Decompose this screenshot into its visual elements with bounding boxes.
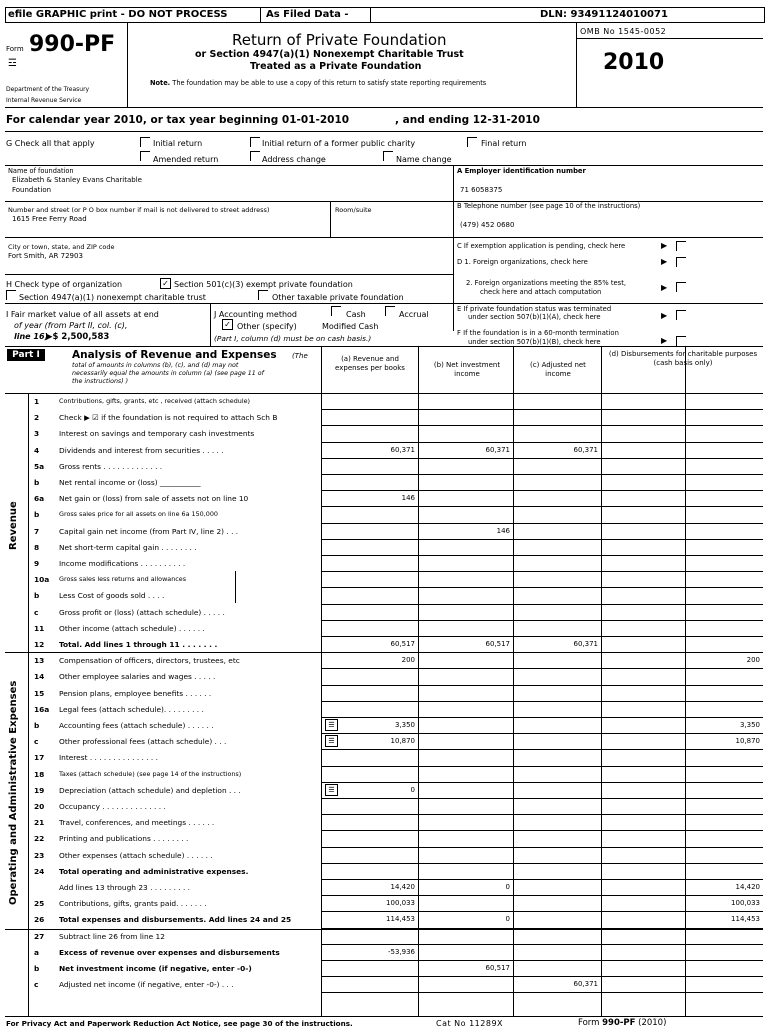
cell-d: 100,033 xyxy=(731,899,760,908)
note-text: The foundation may be able to use a copy of this return to satisfy state reporting requirements xyxy=(172,79,487,87)
table-row xyxy=(0,652,770,668)
line-number: 7 xyxy=(34,526,40,536)
cell-d: 14,420 xyxy=(735,883,760,891)
form-word: Form xyxy=(6,45,24,53)
cell-a: 3,350 xyxy=(394,721,415,729)
amended-return-label: Amended return xyxy=(153,155,219,164)
omb-number: OMB No 1545-0052 xyxy=(580,27,667,36)
c-label: C If exemption application is pending, check here xyxy=(457,242,626,250)
phone-label: B Telephone number (see page 10 of the instructions) xyxy=(457,202,641,210)
line-number: b xyxy=(34,478,40,487)
table-row xyxy=(0,847,770,863)
dept-treasury: Department of the Treasury xyxy=(6,86,90,93)
line-label: Subtract line 26 from line 12 xyxy=(59,931,165,941)
sec4947-label: Section 4947(a)(1) nonexempt charitable trust xyxy=(19,293,206,302)
sec501-label: Section 501(c)(3) exempt private foundation xyxy=(174,280,353,289)
address-change-label: Address change xyxy=(262,155,326,164)
column-c-header: (c) Adjusted net income xyxy=(530,361,586,378)
other-taxable-checkbox[interactable] xyxy=(258,290,268,300)
form-icon: ☲ xyxy=(8,58,17,69)
cell-a: 60,371 xyxy=(390,445,415,454)
line-label: Interest on savings and temporary cash investments xyxy=(59,429,255,439)
part-i-label: Part I xyxy=(7,349,45,361)
line-number: 19 xyxy=(34,785,45,795)
foundation-name-2: Foundation xyxy=(12,186,52,194)
table-row xyxy=(0,458,770,474)
table-row xyxy=(0,701,770,717)
line-number: 9 xyxy=(34,559,40,568)
line-label: Other expenses (attach schedule) . . . . . . xyxy=(59,850,213,860)
table-row xyxy=(0,911,770,927)
line-label: Gross rents . . . . . . . . . . . . . xyxy=(59,461,163,471)
other-method-value: Modified Cash xyxy=(322,322,379,331)
cell-d: 10,870 xyxy=(735,737,760,746)
table-row xyxy=(0,539,770,555)
attachment-icon[interactable]: ☰ xyxy=(325,735,338,747)
table-row xyxy=(0,587,770,603)
table-row xyxy=(0,409,770,425)
other-method-checkbox[interactable]: ✓ xyxy=(222,319,233,330)
line-label: Occupancy . . . . . . . . . . . . . . xyxy=(59,802,166,811)
line-number: 3 xyxy=(34,429,40,439)
side-label-expenses: Operating and Administrative Expenses xyxy=(8,680,19,905)
d2-checkbox[interactable] xyxy=(676,282,686,292)
line-number: 27 xyxy=(34,931,45,941)
phone-value: (479) 452 0680 xyxy=(460,221,515,229)
line-label: Net short-term capital gain . . . . . . . . xyxy=(59,542,197,552)
f-label-a: F If the foundation is in a 60-month termination xyxy=(457,329,619,337)
accrual-checkbox[interactable] xyxy=(385,306,395,316)
line-label: Check ▶ ☑ if the foundation is not required to attach Sch B xyxy=(59,413,278,423)
address-change-checkbox[interactable] xyxy=(250,151,260,161)
i-label-c: line 16) xyxy=(14,332,49,341)
line-label: Contributions, gifts, grants, etc , received (attach schedule) xyxy=(59,397,251,405)
cell-a: 60,517 xyxy=(390,640,415,648)
line-label: Net gain or (loss) from sale of assets not on line 10 xyxy=(59,494,249,504)
initial-return-label: Initial return xyxy=(153,139,203,148)
line-number: 6a xyxy=(34,494,45,504)
line-label: Interest . . . . . . . . . . . . . . . xyxy=(59,753,158,763)
cell-a: 114,453 xyxy=(386,915,415,924)
cell-c: 60,371 xyxy=(573,980,598,989)
line-label: Adjusted net income (if negative, enter -0-) . . . xyxy=(59,980,234,990)
column-d-header: (d) Disbursements for charitable purposes (cash basis only) xyxy=(608,350,758,367)
line-number: 14 xyxy=(34,672,45,682)
attachment-icon[interactable]: ☰ xyxy=(325,719,338,731)
cell-a: 10,870 xyxy=(390,737,415,746)
f-checkbox[interactable] xyxy=(676,336,686,346)
table-row xyxy=(0,960,770,976)
form-ref-b: 990-PF xyxy=(602,1018,636,1028)
ein-value: 71 6058375 xyxy=(460,186,503,194)
e-label-b: under section 507(b)(1)(A), check here xyxy=(468,313,601,321)
part-i-desc-1: total of amounts in columns (b), (c), and (d) may not xyxy=(72,362,239,369)
name-change-checkbox[interactable] xyxy=(383,151,393,161)
c-arrow: ▶ xyxy=(661,241,668,250)
cell-c: 60,371 xyxy=(573,640,598,648)
table-row xyxy=(0,490,770,506)
column-a-header: (a) Revenue and expenses per books xyxy=(335,355,405,372)
cell-a: 100,033 xyxy=(386,899,415,908)
cell-a: 0 xyxy=(410,785,415,794)
line-label: Legal fees (attach schedule). . . . . . . . . xyxy=(59,704,204,714)
line-number: 5a xyxy=(34,461,45,471)
line-label: Total operating and administrative expenses. xyxy=(59,866,249,876)
line-label: Contributions, gifts, grants paid. . . . . . . xyxy=(59,899,207,909)
name-change-label: Name change xyxy=(396,155,452,164)
initial-return-checkbox[interactable] xyxy=(140,137,150,147)
calendar-line-end: , and ending 12-31-2010 xyxy=(395,114,540,126)
calendar-line-start: For calendar year 2010, or tax year beginning 01-01-2010 xyxy=(6,114,350,126)
line-number: 10a xyxy=(34,575,50,585)
line-number: 16a xyxy=(34,704,50,714)
line-label: Net rental income or (loss) ___________ xyxy=(59,478,201,487)
as-filed-label: As Filed Data - xyxy=(266,9,349,20)
foundation-name-1: Elizabeth & Stanley Evans Charitable xyxy=(12,176,142,184)
cell-d: 200 xyxy=(746,656,760,665)
dept-irs: Internal Revenue Service xyxy=(6,97,82,104)
room-label: Room/suite xyxy=(335,206,372,214)
line-label: Excess of revenue over expenses and disbursements xyxy=(59,947,280,957)
form-number: 990-PF xyxy=(29,32,116,57)
street-label: Number and street (or P O box number if mail is not delivered to street address) xyxy=(8,206,270,214)
table-row xyxy=(0,782,770,798)
table-row xyxy=(0,604,770,620)
cell-b: 0 xyxy=(505,883,510,891)
line-label: Gross sales price for all assets on line 6a 150,000 xyxy=(59,510,218,519)
form-note xyxy=(150,79,486,87)
line-label: Dividends and interest from securities . . . . . xyxy=(59,445,224,455)
cell-a: -53,936 xyxy=(387,947,415,956)
line-number: a xyxy=(34,947,39,957)
table-row xyxy=(0,474,770,490)
table-row xyxy=(0,733,770,749)
form-ref-a: Form xyxy=(578,1018,603,1028)
line-number: 8 xyxy=(34,542,40,552)
form-title: Return of Private Foundation xyxy=(232,31,447,49)
fair-market-value: ▶$ 2,500,583 xyxy=(46,332,110,342)
line-label: Other professional fees (attach schedule) . . . xyxy=(59,737,227,747)
final-return-label: Final return xyxy=(481,139,527,148)
amended-return-checkbox[interactable] xyxy=(140,151,150,161)
line-label: Depreciation (attach schedule) and depletion . . . xyxy=(59,785,241,795)
line-number: c xyxy=(34,737,39,747)
line-number: 22 xyxy=(34,834,45,844)
table-row xyxy=(0,976,770,992)
line-label: Add lines 13 through 23 . . . . . . . . . xyxy=(59,883,191,892)
form-reference xyxy=(578,1018,666,1028)
line-number: 26 xyxy=(34,915,45,925)
other-taxable-label: Other taxable private foundation xyxy=(272,293,404,302)
line-number: 4 xyxy=(34,445,40,455)
i-label-a: I Fair market value of all assets at end xyxy=(6,310,159,319)
table-row xyxy=(0,863,770,879)
e-label-a: E If private foundation status was terminated xyxy=(457,305,612,313)
d1-arrow: ▶ xyxy=(661,257,668,266)
line-number: 12 xyxy=(34,640,45,649)
d2-label-b: check here and attach computation xyxy=(480,288,602,296)
line-number: 23 xyxy=(34,850,45,860)
line-label: Other income (attach schedule) . . . . . . xyxy=(59,623,205,633)
table-row xyxy=(0,523,770,539)
table-row xyxy=(0,830,770,846)
form-subtitle-1: or Section 4947(a)(1) Nonexempt Charitable Trust xyxy=(195,49,464,60)
line-number: c xyxy=(34,607,39,617)
accrual-label: Accrual xyxy=(399,310,429,319)
line-label: Gross profit or (loss) (attach schedule) . . . . . xyxy=(59,607,225,617)
line-label: Total expenses and disbursements. Add lines 24 and 25 xyxy=(59,915,292,925)
i-label-b: of year (from Part II, col. (c), xyxy=(14,321,128,330)
line-number: 21 xyxy=(34,818,45,828)
line-number: c xyxy=(34,980,39,990)
table-row xyxy=(0,636,770,652)
side-label-revenue: Revenue xyxy=(8,501,19,550)
line-number: 13 xyxy=(34,656,45,666)
table-row xyxy=(0,425,770,441)
line-number: b xyxy=(34,964,40,973)
table-row xyxy=(0,814,770,830)
table-row xyxy=(0,717,770,733)
line-number: b xyxy=(34,510,40,520)
line-label: Gross sales less returns and allowances xyxy=(59,575,187,584)
cell-c: 60,371 xyxy=(573,445,598,454)
sec501-checkbox[interactable]: ✓ xyxy=(160,278,171,289)
efile-label: efile GRAPHIC print - DO NOT PROCESS xyxy=(8,9,228,20)
line-label: Total. Add lines 1 through 11 . . . . . . . xyxy=(59,640,218,649)
part-i-cash-note: (Part I, column (d) must be on cash basis.) xyxy=(214,334,372,343)
cash-label: Cash xyxy=(346,310,366,319)
line-number: 25 xyxy=(34,899,45,909)
h-label: H Check type of organization xyxy=(6,280,123,289)
part-i-desc-2: necessarily equal the amounts in column (a) (see page 11 of xyxy=(72,370,264,377)
line-number: 20 xyxy=(34,802,45,811)
street-value: 1615 Free Ferry Road xyxy=(12,215,87,223)
foundation-name-label: Name of foundation xyxy=(8,167,74,175)
table-row xyxy=(0,879,770,895)
cell-d: 114,453 xyxy=(731,915,760,924)
privacy-notice: For Privacy Act and Paperwork Reduction Act Notice, see page 30 of the instructions. xyxy=(6,1019,353,1028)
d2-arrow: ▶ xyxy=(661,283,668,292)
table-row xyxy=(0,766,770,782)
line-number: 1 xyxy=(34,397,40,406)
part-i-title-note: (The xyxy=(292,352,308,360)
table-row xyxy=(0,571,770,587)
other-method-label: Other (specify) xyxy=(237,322,297,331)
sec4947-checkbox[interactable] xyxy=(6,290,16,300)
line-number: 24 xyxy=(34,866,45,876)
cell-a: 146 xyxy=(401,494,415,503)
form-ref-c: (2010) xyxy=(635,1018,667,1028)
line-label: Less Cost of goods sold . . . . xyxy=(59,591,165,601)
table-row xyxy=(0,895,770,911)
cell-b: 60,517 xyxy=(485,964,510,972)
line-label: Capital gain net income (from Part IV, line 2) . . . xyxy=(59,526,239,536)
table-row xyxy=(0,685,770,701)
line-label: Travel, conferences, and meetings . . . . . . xyxy=(59,818,215,828)
cash-checkbox[interactable] xyxy=(331,306,341,316)
table-row xyxy=(0,620,770,636)
table-row xyxy=(0,668,770,684)
part-i-desc-3: the instructions) ) xyxy=(72,378,129,385)
j-label: J Accounting method xyxy=(214,310,298,319)
cell-b: 60,517 xyxy=(485,640,510,648)
line-number: 2 xyxy=(34,413,40,423)
line-label: Other employee salaries and wages . . . . . xyxy=(59,672,216,682)
dln: DLN: 93491124010071 xyxy=(540,9,668,20)
line-number: 15 xyxy=(34,688,45,698)
final-return-checkbox[interactable] xyxy=(467,137,477,147)
line-label: Compensation of officers, directors, trustees, etc xyxy=(59,656,240,666)
g-check-label: G Check all that apply xyxy=(6,139,95,148)
cell-b: 146 xyxy=(496,526,510,535)
d1-label: D 1. Foreign organizations, check here xyxy=(457,258,588,266)
column-b-header: (b) Net investment income xyxy=(433,361,501,378)
c-checkbox[interactable] xyxy=(676,241,686,251)
d1-checkbox[interactable] xyxy=(676,257,686,267)
line-label: Net investment income (if negative, enter -0-) xyxy=(59,964,252,973)
initial-former-label: Initial return of a former public charity xyxy=(262,139,416,148)
note-bold: Note. xyxy=(150,79,171,87)
line-label: Accounting fees (attach schedule) . . . . . . xyxy=(59,721,214,730)
table-row xyxy=(0,944,770,960)
cell-d: 3,350 xyxy=(739,721,760,729)
tax-year: 2010 xyxy=(603,50,665,75)
table-row xyxy=(0,928,770,944)
table-row xyxy=(0,393,770,409)
initial-former-checkbox[interactable] xyxy=(250,137,260,147)
cell-b: 0 xyxy=(505,915,510,924)
cell-a: 200 xyxy=(401,656,415,665)
table-row xyxy=(0,749,770,765)
f-label-b: under section 507(b)(1)(B), check here xyxy=(468,338,601,346)
line-number: 17 xyxy=(34,753,45,763)
line-number: 11 xyxy=(34,623,45,633)
line-label: Taxes (attach schedule) (see page 14 of the instructions) xyxy=(59,769,242,778)
line-number: 18 xyxy=(34,769,45,779)
table-row xyxy=(0,506,770,522)
line-label: Printing and publications . . . . . . . . xyxy=(59,834,189,844)
f-arrow: ▶ xyxy=(661,336,668,345)
table-row xyxy=(0,555,770,571)
cell-b: 60,371 xyxy=(485,445,510,454)
d2-label-a: 2. Foreign organizations meeting the 85% test, xyxy=(466,279,627,287)
catalog-number: Cat No 11289X xyxy=(436,1019,504,1028)
part-i-title: Analysis of Revenue and Expenses xyxy=(72,349,277,361)
city-value: Fort Smith, AR 72903 xyxy=(8,252,83,260)
attachment-icon[interactable]: ☰ xyxy=(325,784,338,796)
table-row xyxy=(0,798,770,814)
line-label: Pension plans, employee benefits . . . . . . xyxy=(59,688,212,698)
table-row xyxy=(0,442,770,458)
line-number: b xyxy=(34,591,40,601)
city-label: City or town, state, and ZIP code xyxy=(8,243,115,251)
ein-label: A Employer identification number xyxy=(457,167,586,175)
e-checkbox[interactable] xyxy=(676,310,686,320)
line-number: b xyxy=(34,721,40,730)
cell-a: 14,420 xyxy=(390,883,415,891)
line-label: Income modifications . . . . . . . . . . xyxy=(59,559,186,568)
form-subtitle-2: Treated as a Private Foundation xyxy=(250,61,422,72)
e-arrow: ▶ xyxy=(661,311,668,320)
